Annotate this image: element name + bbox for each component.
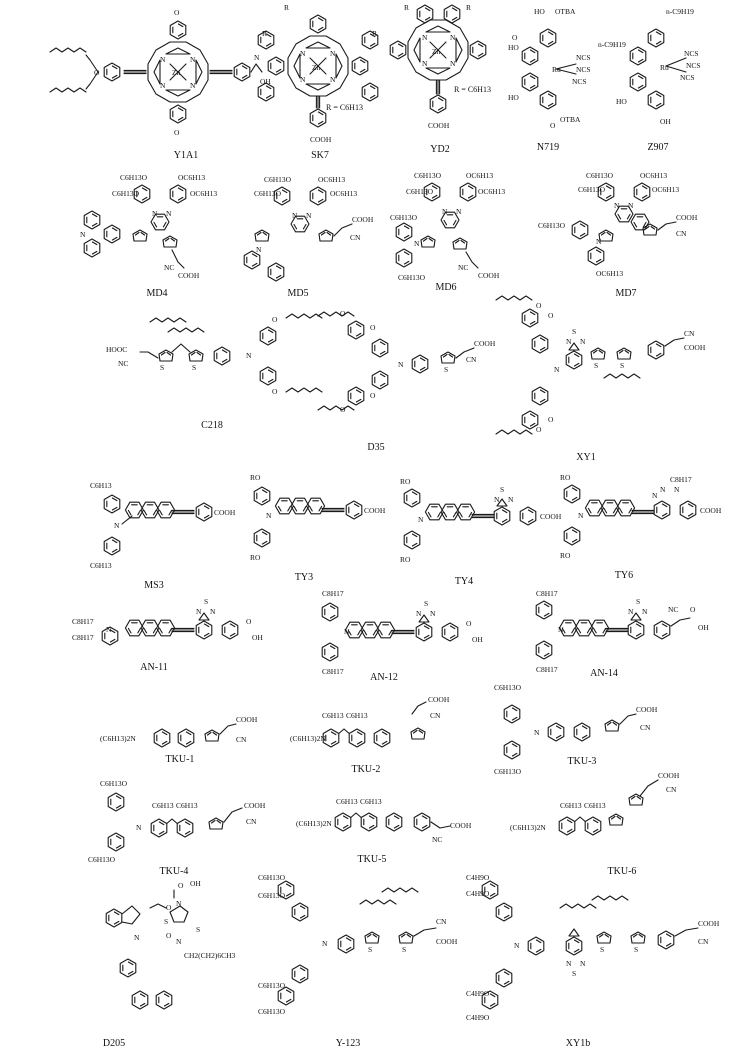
caption-Y-123: Y-123	[335, 1038, 361, 1049]
atom-label: N	[416, 609, 422, 618]
structure-YD2	[390, 3, 491, 155]
atom-label: N	[580, 337, 586, 346]
atom-label: COOH	[244, 801, 266, 810]
structure-AN-11	[72, 597, 263, 673]
atom-label: N	[534, 728, 540, 737]
atom-label: N	[422, 33, 428, 42]
structure-N719	[508, 7, 591, 153]
atom-label: N	[80, 230, 86, 239]
structure-MS3	[90, 481, 236, 591]
atom-label: N	[558, 625, 564, 634]
atom-label: S	[636, 597, 641, 606]
atom-label: C8H17	[536, 665, 558, 674]
atom-label: OH	[252, 633, 263, 642]
atom-label: NCS	[686, 61, 701, 70]
structure-MD5	[244, 175, 374, 299]
atom-label: CN	[246, 817, 257, 826]
caption-MD6: MD6	[435, 282, 457, 293]
atom-label: C6H13O	[578, 185, 606, 194]
atom-label: N	[566, 959, 572, 968]
atom-label: O	[370, 323, 376, 332]
atom-label: OC6H13	[318, 175, 346, 184]
caption-MD4: MD4	[146, 288, 168, 299]
atom-label: (C6H13)2N	[510, 823, 546, 832]
atom-label: OH	[698, 623, 709, 632]
caption-AN-11: AN-11	[140, 662, 168, 673]
atom-label: COOH	[636, 705, 658, 714]
caption-XY1b: XY1b	[565, 1038, 591, 1049]
atom-label: C6H13O	[112, 189, 140, 198]
atom-label: RO	[560, 473, 571, 482]
caption-D205: D205	[102, 1038, 126, 1049]
atom-label: OC6H13	[330, 189, 358, 198]
caption-Z907: Z907	[647, 142, 669, 153]
atom-label: C6H13O	[494, 683, 522, 692]
atom-label: N	[306, 211, 312, 220]
substituent-note: R = C6H13	[454, 85, 491, 94]
atom-label: N	[422, 59, 428, 68]
atom-label: N	[456, 207, 462, 216]
atom-label: C6H13	[90, 561, 112, 570]
atom-label: N	[660, 485, 666, 494]
structure-TKU-3	[494, 683, 658, 776]
substituent-note: R = C6H13	[326, 103, 363, 112]
atom-label: CN	[676, 229, 687, 238]
atom-label: O	[512, 33, 518, 42]
atom-label: N	[254, 53, 260, 62]
atom-label: COOH	[310, 135, 332, 144]
atom-label: COOH	[214, 508, 236, 517]
atom-label: N	[642, 607, 648, 616]
atom-label: N	[566, 337, 572, 346]
caption-TKU-1: TKU-1	[165, 754, 195, 765]
atom-label: S	[368, 945, 373, 954]
atom-label: C6H13	[336, 797, 358, 806]
caption-XY1: XY1	[576, 452, 596, 463]
structure-TY6	[560, 473, 722, 581]
atom-label: N	[330, 49, 336, 58]
atom-label: N	[344, 627, 350, 636]
atom-label: O	[550, 121, 556, 130]
atom-label: N	[246, 351, 252, 360]
structure-Y1A1	[50, 8, 271, 161]
caption-C218: C218	[201, 420, 223, 431]
atom-label: C6H13	[584, 801, 606, 810]
atom-label: S	[424, 599, 429, 608]
atom-label: COOH	[478, 271, 500, 280]
atom-label: C6H13O	[538, 221, 566, 230]
atom-label: S	[192, 363, 197, 372]
atom-label: COOH	[698, 919, 720, 928]
atom-label: N	[580, 959, 586, 968]
atom-label: CN	[436, 917, 447, 926]
atom-label: N	[450, 33, 456, 42]
atom-label: C6H13O	[414, 171, 442, 180]
atom-label: N	[414, 239, 420, 248]
atom-label: O	[548, 311, 554, 320]
structure-SK7	[258, 3, 378, 161]
structure-TKU-4	[88, 779, 266, 877]
atom-label: COOH	[700, 506, 722, 515]
atom-label: (C6H13)2N	[290, 734, 326, 743]
atom-label: O	[166, 931, 172, 940]
atom-label: COOH	[676, 213, 698, 222]
atom-label: OC6H13	[466, 171, 494, 180]
atom-label: S	[196, 925, 201, 934]
atom-label: N	[674, 485, 680, 494]
atom-label: OTBA	[560, 115, 581, 124]
structure-Z907	[598, 7, 701, 153]
atom-label: C6H13	[90, 481, 112, 490]
caption-TY4: TY4	[454, 576, 474, 587]
atom-label: C6H13	[176, 801, 198, 810]
atom-label: C6H13O	[120, 173, 148, 182]
atom-label: C6H13O	[258, 873, 286, 882]
caption-MD7: MD7	[615, 288, 637, 299]
atom-label: S	[164, 917, 169, 926]
atom-label: Zn	[172, 68, 181, 77]
atom-label: N	[160, 81, 166, 90]
atom-label: OC6H13	[640, 171, 668, 180]
atom-label: N	[210, 607, 216, 616]
atom-label: n-C9H19	[598, 40, 626, 49]
atom-label: N	[292, 211, 298, 220]
atom-label: N	[190, 81, 196, 90]
atom-label: N	[442, 207, 448, 216]
atom-label: O	[548, 415, 554, 424]
atom-label: N	[114, 521, 120, 530]
structure-TKU-6	[510, 771, 680, 877]
atom-label: S	[634, 945, 639, 954]
atom-label: RO	[250, 473, 261, 482]
atom-label: OC6H13	[596, 269, 624, 278]
atom-label: N	[322, 939, 328, 948]
atom-label: RO	[400, 477, 411, 486]
atom-label: R	[466, 3, 472, 12]
atom-label: O	[466, 619, 472, 628]
atom-label: C6H13O	[100, 779, 128, 788]
atom-label: O	[94, 68, 100, 77]
atom-label: N	[160, 55, 166, 64]
atom-label: n-C9H19	[666, 7, 694, 16]
atom-label: RO	[250, 553, 261, 562]
atom-label: O	[174, 8, 180, 17]
atom-label: NC	[668, 605, 679, 614]
atom-label: NCS	[684, 49, 699, 58]
atom-label: NCS	[576, 53, 591, 62]
structure-C218	[106, 314, 322, 431]
structure-Y-123	[258, 873, 458, 1049]
atom-label: Ru	[552, 65, 561, 74]
atom-label: N	[628, 607, 634, 616]
atom-label: N	[514, 941, 520, 950]
atom-label: C6H13	[152, 801, 174, 810]
atom-label: C6H13	[360, 797, 382, 806]
atom-label: OH	[660, 117, 671, 126]
atom-label: N	[628, 201, 634, 210]
atom-label: NC	[164, 263, 175, 272]
atom-label: S	[160, 363, 165, 372]
atom-label: N	[136, 823, 142, 832]
atom-label: N	[508, 495, 514, 504]
atom-label: N	[106, 625, 112, 634]
atom-label: OC6H13	[178, 173, 206, 182]
atom-label: C6H13O	[254, 189, 282, 198]
atom-label: C6H13O	[258, 981, 286, 990]
atom-label: S	[204, 597, 209, 606]
atom-label: OH	[260, 77, 271, 86]
atom-label: COOH	[236, 715, 258, 724]
atom-label: CN	[698, 937, 709, 946]
atom-label: R	[284, 3, 290, 12]
atom-label: CN	[666, 785, 677, 794]
atom-label: O	[272, 315, 278, 324]
structure-XY1b	[466, 873, 720, 1049]
atom-label: N	[196, 607, 202, 616]
atom-label: N	[266, 511, 272, 520]
atom-label: N	[494, 495, 500, 504]
caption-TY6: TY6	[614, 570, 634, 581]
structure-D205	[103, 879, 236, 1049]
structure-MD7	[538, 171, 698, 299]
caption-AN-14: AN-14	[590, 668, 618, 679]
atom-label: N	[256, 245, 262, 254]
atom-label: C8H17	[322, 589, 344, 598]
atom-label: CN	[466, 355, 477, 364]
atom-label: COOH	[450, 821, 472, 830]
atom-label: S	[500, 485, 505, 494]
atom-label: N	[398, 360, 404, 369]
atom-label: HOOC	[106, 345, 128, 354]
atom-label: RO	[400, 555, 411, 564]
atom-label: HO	[508, 43, 519, 52]
atom-label: O	[246, 617, 252, 626]
atom-label: CN	[684, 329, 695, 338]
atom-label: NC	[118, 359, 129, 368]
structure-TKU-2	[290, 695, 450, 775]
atom-label: C6H13O	[390, 213, 418, 222]
atom-label: RO	[560, 551, 571, 560]
atom-label: N	[166, 209, 172, 218]
atom-label: R	[404, 3, 410, 12]
structure-XY1	[496, 296, 706, 463]
atom-label: O	[536, 425, 542, 434]
atom-label: C6H13O	[406, 187, 434, 196]
atom-label: C6H13O	[258, 891, 286, 900]
atom-label: S	[620, 361, 625, 370]
atom-label: N	[450, 59, 456, 68]
atom-label: Zn	[432, 47, 441, 56]
atom-label: O	[178, 881, 184, 890]
caption-TY3: TY3	[294, 572, 314, 583]
atom-label: NCS	[680, 73, 695, 82]
caption-Y1A1: Y1A1	[173, 150, 199, 161]
atom-label: COOH	[178, 271, 200, 280]
atom-label: O	[174, 128, 180, 137]
atom-label: C6H13	[346, 711, 368, 720]
atom-label: C4H9O	[466, 873, 490, 882]
caption-SK7: SK7	[311, 150, 329, 161]
atom-label: Zn	[312, 63, 321, 72]
atom-label: N	[596, 237, 602, 246]
atom-label: C8H17	[670, 475, 692, 484]
atom-label: S	[572, 327, 577, 336]
atom-label: N	[134, 933, 140, 942]
atom-label: (C6H13)2N	[100, 734, 136, 743]
caption-YD2: YD2	[430, 144, 450, 155]
atom-label: N	[330, 75, 336, 84]
atom-label: COOH	[428, 695, 450, 704]
atom-label: N	[300, 49, 306, 58]
atom-label: OH	[190, 879, 201, 888]
atom-label: CN	[430, 711, 441, 720]
atom-label: COOH	[352, 215, 374, 224]
atom-label: C6H13	[322, 711, 344, 720]
caption-MD5: MD5	[287, 288, 309, 299]
atom-label: N	[652, 491, 658, 500]
atom-label: R	[372, 29, 378, 38]
atom-label: N	[152, 209, 158, 218]
caption-TKU-4: TKU-4	[159, 866, 189, 877]
atom-label: C6H13O	[264, 175, 292, 184]
caption-TKU-2: TKU-2	[351, 764, 381, 775]
atom-label: CN	[350, 233, 361, 242]
atom-label: C6H13O	[494, 767, 522, 776]
atom-label: OC6H13	[190, 189, 218, 198]
atom-label: O	[340, 309, 346, 318]
structure-D35	[318, 309, 496, 453]
atom-label: N	[176, 937, 182, 946]
atom-label: NCS	[576, 65, 591, 74]
caption-N719: N719	[536, 142, 560, 153]
atom-label: S	[444, 365, 449, 374]
structure-TKU-1	[100, 715, 258, 765]
atom-label: O	[166, 903, 172, 912]
atom-label: S	[572, 969, 577, 978]
atom-label: OC6H13	[478, 187, 506, 196]
atom-label: COOH	[658, 771, 680, 780]
caption-TKU-5: TKU-5	[357, 854, 387, 865]
atom-label: COOH	[474, 339, 496, 348]
atom-label: COOH	[364, 506, 386, 515]
atom-label: OH	[472, 635, 483, 644]
atom-label: CN	[236, 735, 247, 744]
atom-label: HO	[534, 7, 545, 16]
structure-MD4	[80, 173, 217, 299]
atom-label: N	[554, 365, 560, 374]
caption-AN-12: AN-12	[370, 672, 398, 683]
atom-label: N	[190, 55, 196, 64]
atom-label: C6H13O	[586, 171, 614, 180]
atom-label: S	[594, 361, 599, 370]
atom-label: C4H9O	[466, 1013, 490, 1022]
atom-label: Ru	[660, 63, 669, 72]
caption-D35: D35	[367, 442, 385, 453]
caption-TKU-6: TKU-6	[607, 866, 637, 877]
structure-AN-14	[536, 589, 709, 679]
atom-label: HO	[616, 97, 627, 106]
atom-label: C4H9O	[466, 889, 490, 898]
atom-label: COOH	[540, 512, 562, 521]
caption-MS3: MS3	[144, 580, 164, 591]
atom-label: O	[272, 387, 278, 396]
atom-label: C6H13	[560, 801, 582, 810]
atom-label: N	[578, 511, 584, 520]
structure-AN-12	[322, 589, 483, 683]
atom-label: COOH	[428, 121, 450, 130]
atom-label: (C6H13)2N	[296, 819, 332, 828]
atom-label: N	[300, 75, 306, 84]
atom-label: N	[430, 609, 436, 618]
atom-label: C6H13O	[258, 1007, 286, 1016]
atom-label: O	[370, 391, 376, 400]
atom-label: CN	[640, 723, 651, 732]
atom-label: C8H17	[322, 667, 344, 676]
atom-label: C8H17	[72, 633, 94, 642]
atom-label: HO	[508, 93, 519, 102]
structure-TY3	[250, 473, 386, 583]
atom-label: R	[262, 29, 268, 38]
atom-label: O	[340, 405, 346, 414]
atom-label: O	[536, 301, 542, 310]
atom-label: OTBA	[555, 7, 576, 16]
atom-label: NC	[432, 835, 443, 844]
atom-label: N	[418, 515, 424, 524]
structure-TKU-5	[296, 797, 472, 865]
atom-label: O	[690, 605, 696, 614]
atom-label: N	[614, 201, 620, 210]
atom-label: S	[600, 945, 605, 954]
atom-label: NC	[458, 263, 469, 272]
atom-label: C6H13O	[88, 855, 116, 864]
atom-label: N	[176, 899, 182, 908]
atom-label: C8H17	[72, 617, 94, 626]
atom-label: CH2(CH2)6CH3	[184, 951, 236, 960]
atom-label: C8H17	[536, 589, 558, 598]
atom-label: OC6H13	[652, 185, 680, 194]
structure-TY4	[400, 477, 562, 587]
structure-MD6	[390, 171, 505, 293]
atom-label: C4H9O	[466, 989, 490, 998]
atom-label: C6H13O	[398, 273, 426, 282]
atom-label: COOH	[684, 343, 706, 352]
atom-label: S	[402, 945, 407, 954]
caption-TKU-3: TKU-3	[567, 756, 597, 767]
atom-label: NCS	[572, 77, 587, 86]
atom-label: COOH	[436, 937, 458, 946]
